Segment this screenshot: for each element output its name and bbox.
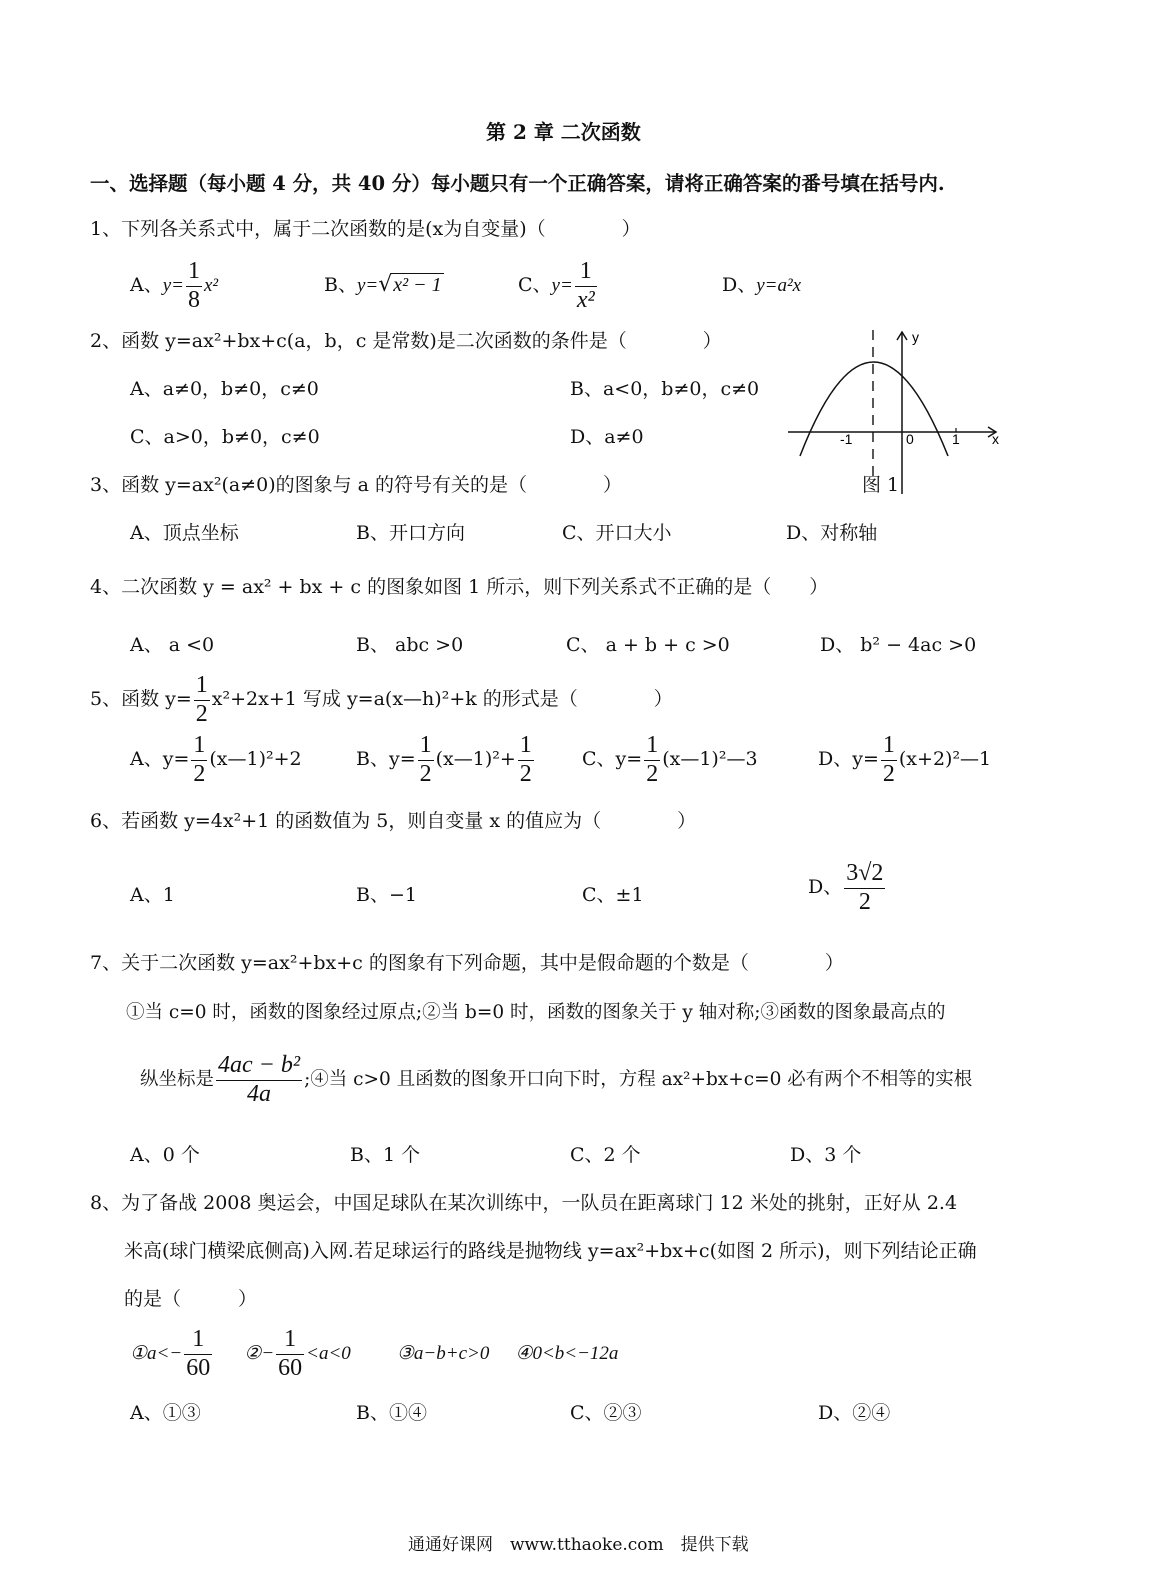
q3-option-b: B、开口方向 [356, 522, 465, 544]
q1-c-num: 1 [575, 258, 597, 287]
q8-option-c: C、②③ [570, 1402, 642, 1424]
q8-c1-pre: ①a<− [130, 1343, 183, 1365]
question-8-line3: 的是（ ） [124, 1288, 258, 1310]
y-label: y [912, 329, 919, 345]
q3-option-d: D、对称轴 [786, 522, 878, 544]
q5-b-post: (x—1)²+ [435, 748, 516, 771]
q5-b-den-2: 2 [519, 760, 532, 787]
q1-c-den: x² [576, 286, 595, 313]
q5-a-den: 2 [193, 760, 206, 787]
q5-b-pre: B、y= [356, 748, 416, 771]
q5-option-d [818, 732, 991, 788]
q8-c2-post: <a<0 [306, 1343, 351, 1365]
q6-d-fraction [844, 860, 885, 916]
question-1-stem: 1、下列各关系式中，属于二次函数的是(x为自变量)（ ） [90, 218, 641, 240]
q2-option-a: A、a≠0，b≠0，c≠0 [130, 378, 319, 400]
q6-d-den: 2 [858, 888, 871, 915]
q1-a-fraction [186, 258, 202, 314]
q8-c4: ④0<b<−12a [515, 1343, 619, 1365]
q7-option-d: D、3 个 [790, 1144, 862, 1166]
q4-option-b: B、 abc >0 [356, 634, 464, 656]
q3-option-c: C、开口大小 [562, 522, 672, 544]
q1-option-a [130, 258, 218, 314]
q2-option-c: C、a>0，b≠0，c≠0 [130, 426, 320, 448]
q1-c-expr: y= [551, 275, 573, 297]
q5-a-fraction [191, 732, 207, 788]
q6-option-d [808, 860, 887, 916]
q1-b-label: B、 [324, 274, 357, 296]
q5-stem-post: x²+2x+1 写成 y=a(x—h)²+k 的形式是（ ） [211, 688, 673, 711]
q6-option-c: C、±1 [582, 884, 644, 906]
tick-label-neg1: -1 [840, 431, 853, 447]
q5-den: 2 [195, 700, 208, 727]
q1-c-fraction [575, 258, 597, 314]
q7-frac-den: 4a [247, 1080, 272, 1107]
q5-c-fraction [644, 732, 660, 788]
q8-conditions [130, 1326, 618, 1382]
q5-c-post: (x—1)²—3 [662, 748, 758, 771]
q5-d-pre: D、y= [818, 748, 879, 771]
q6-option-b: B、−1 [356, 884, 417, 906]
page-footer: 通通好课网 www.tthaoke.com 提供下载 [408, 1535, 749, 1555]
q5-num: 1 [194, 672, 210, 701]
q5-d-fraction [881, 732, 897, 788]
q7-statement-line1: ①当 c=0 时，函数的图象经过原点;②当 b=0 时，函数的图象关于 y 轴对称;③函数的图象最高点的 [126, 1002, 946, 1023]
q6-d-num: 3√2 [844, 860, 885, 889]
q5-option-b [356, 732, 536, 788]
q5-a-pre: A、y= [130, 748, 190, 771]
page-title: 第 2 章 二次函数 [486, 120, 641, 144]
q7-option-b: B、1 个 [350, 1144, 421, 1166]
question-4-stem: 4、二次函数 y = ax² + bx + c 的图象如图 1 所示，则下列关系式不正确的是（ ） [90, 576, 829, 598]
question-2-stem: 2、函数 y=ax²+bx+c(a，b，c 是常数)是二次函数的条件是（ ） [90, 330, 722, 352]
question-7-stem: 7、关于二次函数 y=ax²+bx+c 的图象有下列命题，其中是假命题的个数是（ ） [90, 952, 844, 974]
q4-option-d: D、 b² − 4ac >0 [820, 634, 977, 656]
question-3-stem: 3、函数 y=ax²(a≠0)的图象与 a 的符号有关的是（ ） [90, 474, 623, 496]
q8-c2-den: 60 [278, 1354, 303, 1381]
q8-c1-num: 1 [184, 1326, 212, 1355]
q1-b-radicand: x² − 1 [393, 274, 442, 296]
sqrt-icon: √ [378, 272, 393, 297]
q1-option-c [518, 258, 599, 314]
q1-d-label: D、 [722, 274, 757, 296]
parabola-curve [800, 362, 948, 456]
q1-a-label: A、 [130, 274, 163, 297]
q8-option-b: B、①④ [356, 1402, 427, 1424]
q5-c-den: 2 [646, 760, 659, 787]
q5-c-num: 1 [644, 732, 660, 761]
q8-c1-den: 60 [186, 1354, 211, 1381]
q5-b-num: 1 [418, 732, 434, 761]
q5-c-pre: C、y= [582, 748, 643, 771]
q1-a-expr: y= [162, 275, 184, 297]
q5-d-num: 1 [881, 732, 897, 761]
q2-option-d: D、a≠0 [570, 426, 644, 448]
q6-option-a: A、1 [130, 884, 175, 906]
q1-d-expr: y=a²x [756, 275, 802, 296]
q3-option-a: A、顶点坐标 [130, 522, 239, 544]
q5-b-den: 2 [419, 760, 432, 787]
q1-a-den: 8 [188, 286, 200, 313]
question-8-line2: 米高(球门横梁底侧高)入网.若足球运行的路线是抛物线 y=ax²+bx+c(如图 2 所示)，则下列结论正确 [124, 1240, 977, 1262]
q7-option-a: A、0 个 [130, 1144, 200, 1166]
q8-option-d: D、②④ [818, 1402, 891, 1424]
q5-b-num-2: 1 [518, 732, 534, 761]
q1-c-label: C、 [518, 274, 552, 297]
question-5-stem [90, 672, 673, 728]
figure-1-caption: 图 1 [862, 474, 900, 496]
q8-option-a: A、①③ [130, 1402, 201, 1424]
section-heading: 一、选择题（每小题 4 分，共 40 分）每小题只有一个正确答案，请将正确答案的番号填在括号内. [90, 172, 945, 195]
q1-option-b [324, 270, 444, 297]
q5-d-den: 2 [882, 760, 895, 787]
q7-fraction [216, 1052, 302, 1108]
q8-c2-fraction [276, 1326, 304, 1382]
q5-stem-pre: 5、函数 y= [90, 688, 192, 711]
x-label: x [992, 431, 999, 447]
question-6-stem: 6、若函数 y=4x²+1 的函数值为 5，则自变量 x 的值应为（ ） [90, 810, 697, 832]
q7-line2-post: ;④当 c>0 且函数的图象开口向下时，方程 ax²+bx+c=0 必有两个不相等的实根 [304, 1069, 973, 1091]
q8-c2-pre: ②− [244, 1343, 275, 1365]
q8-c3: ③a−b+c>0 [396, 1343, 490, 1365]
q5-option-c [582, 732, 758, 788]
tick-label-1: 1 [952, 431, 960, 447]
q7-statement-line2 [140, 1052, 972, 1108]
q5-a-num: 1 [191, 732, 207, 761]
q7-line2-pre: 纵坐标是 [140, 1069, 215, 1091]
q5-fraction [194, 672, 210, 728]
q7-option-c: C、2 个 [570, 1144, 641, 1166]
q4-option-c: C、 a + b + c >0 [566, 634, 730, 656]
q6-d-label: D、 [808, 876, 843, 899]
q1-b-expr: y= [356, 275, 379, 296]
q7-frac-num: 4ac − b² [216, 1052, 302, 1081]
q2-option-b: B、a<0，b≠0，c≠0 [570, 378, 760, 400]
q1-a-num: 1 [186, 258, 202, 287]
q8-c1-fraction [184, 1326, 212, 1382]
q4-option-a: A、 a <0 [130, 634, 215, 656]
tick-label-0: 0 [906, 431, 914, 447]
q5-a-post: (x—1)²+2 [209, 748, 302, 771]
q5-b-fraction-2 [518, 732, 534, 788]
q8-c2-num: 1 [276, 1326, 304, 1355]
q5-d-post: (x+2)²—1 [898, 748, 992, 771]
q5-b-fraction [418, 732, 434, 788]
question-8-line1: 8、为了备战 2008 奥运会，中国足球队在某次训练中，一队员在距离球门 12 米处的挑射，正好从 2.4 [90, 1192, 958, 1214]
q1-option-d [722, 270, 801, 297]
q5-option-a [130, 732, 302, 788]
q1-a-tail: x² [204, 275, 219, 297]
